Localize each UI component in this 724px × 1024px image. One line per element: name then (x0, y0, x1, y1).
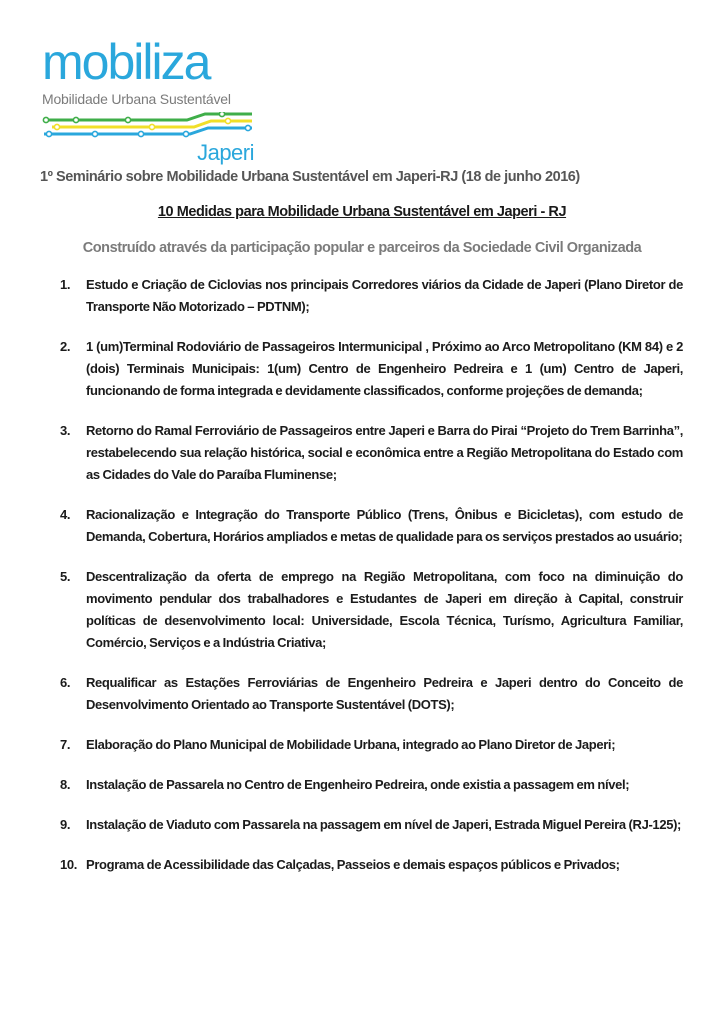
list-item (60, 814, 683, 836)
item-text: Retorno do Ramal Ferroviário de Passageiros entre Japeri e Barra do Pirai “Projeto do Trem Barrinha”, restabelecendo sua relação histórica, social e econômica entre a Região Metropolitana do Estado com as Cidades do Vale do Paraíba Fluminense; (86, 423, 683, 482)
page-title: 10 Medidas para Mobilidade Urbana Sustentável em Japeri - RJ (157, 204, 567, 220)
list-item (60, 774, 683, 796)
item-number: 4. (60, 507, 71, 522)
item-number: 8. (60, 777, 71, 792)
item-text: Elaboração do Plano Municipal de Mobilidade Urbana, integrado ao Plano Diretor de Japeri; (86, 737, 616, 752)
logo-city-label: Japeri (197, 140, 254, 165)
list-item (60, 336, 683, 402)
list-item (60, 420, 683, 486)
item-number: 1. (60, 277, 71, 292)
brand-wordmark: mobiliza (42, 34, 210, 90)
item-text: Instalação de Passarela no Centro de Engenheiro Pedreira, onde existia a passagem em nível; (86, 777, 630, 792)
list-item (60, 274, 683, 318)
item-number: 2. (60, 339, 71, 354)
list-item (60, 734, 683, 756)
item-text: Estudo e Criação de Ciclovias nos principais Corredores viários da Cidade de Japeri (Plano Diretor de Transporte Não Motorizado – PDTNM); (86, 277, 683, 314)
item-text: Racionalização e Integração do Transporte Público (Trens, Ônibus e Bicicletas), com estudo de Demanda, Cobertura, Horários ampliados e metas de qualidade para os serviços prestados ao usuário; (86, 507, 683, 544)
item-text: Programa de Acessibilidade das Calçadas, Passeios e demais espaços públicos e Privados; (86, 857, 620, 872)
seminar-heading: 1º Seminário sobre Mobilidade Urbana Sustentável em Japeri-RJ (18 de junho 2016) (40, 169, 580, 185)
item-text: Descentralização da oferta de emprego na Região Metropolitana, com foco na diminuição do movimento pendular dos trabalhadores e Estudantes de Japeri em direção à Capital, construir políticas de desenvolvimento local: Universidade, Escola Técnica, Turísmo, Agricultura Familiar, Comércio, Serviços e a Indústria Criativa; (86, 569, 683, 650)
item-text: 1 (um)Terminal Rodoviário de Passageiros Intermunicipal , Próximo ao Arco Metropolitano (KM 84) e 2 (dois) Terminais Municipais: 1(um) Centro de Engenheiro Pedreira e 1 (um) Centro de Japeri, funcionando de forma integrada e devidamente classificados, conforme projeções de demanda; (86, 339, 683, 398)
list-item (60, 566, 683, 654)
list-item (60, 672, 683, 716)
measures-list (60, 274, 683, 894)
item-number: 10. (60, 857, 78, 872)
item-number: 7. (60, 737, 71, 752)
brand-tagline: Mobilidade Urbana Sustentável (42, 91, 231, 107)
item-number: 3. (60, 423, 71, 438)
item-text: Requalificar as Estações Ferroviárias de Engenheiro Pedreira e Japeri dentro do Conceito de Desenvolvimento Orientado ao Transporte Sustentável (DOTS); (86, 675, 683, 712)
item-number: 5. (60, 569, 71, 584)
item-text: Instalação de Viaduto com Passarela na passagem em nível de Japeri, Estrada Miguel Pereira (RJ-125); (86, 817, 682, 832)
metro-lines-icon (42, 112, 256, 140)
mobiliza-logo (42, 34, 256, 166)
page-subtitle: Construído através da participação popular e parceiros da Sociedade Civil Organizada (82, 240, 642, 256)
item-number: 6. (60, 675, 71, 690)
list-item (60, 504, 683, 548)
item-number: 9. (60, 817, 71, 832)
list-item (60, 854, 683, 876)
